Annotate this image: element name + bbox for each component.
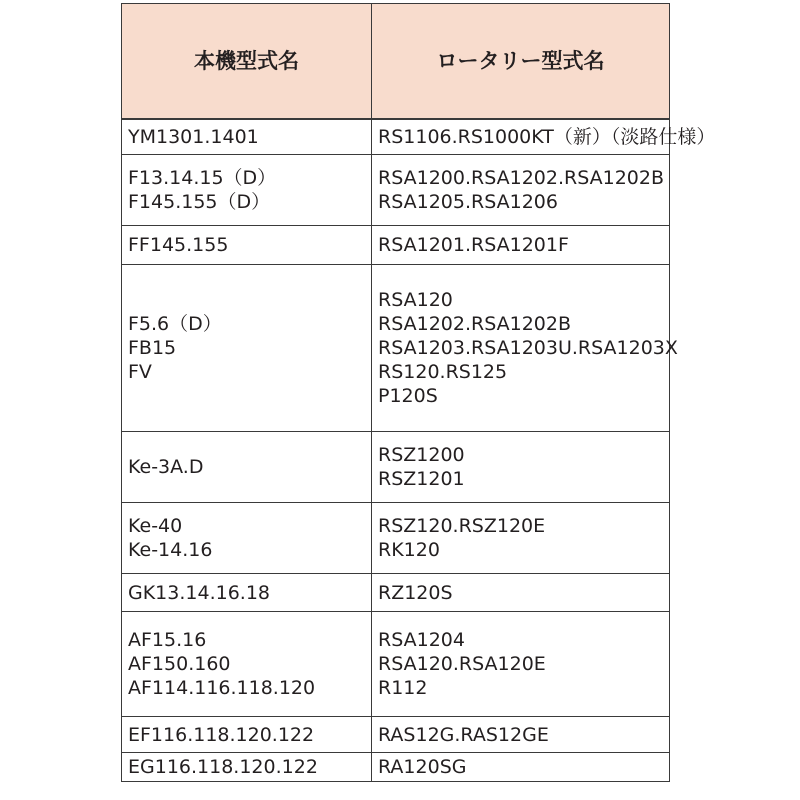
- model-line: EF116.118.120.122: [128, 723, 315, 746]
- rotary-cell: [372, 717, 670, 753]
- model-line: Ke-40: [128, 515, 183, 537]
- rotary-cell: [372, 503, 670, 574]
- model-cell: [122, 265, 372, 432]
- rotary-line: RSA120.RSA120E: [378, 653, 546, 675]
- model-line: EG116.118.120.122: [128, 756, 318, 778]
- model-line: FB15: [128, 337, 177, 359]
- rotary-cell: [372, 574, 670, 612]
- table-row: [122, 432, 670, 503]
- model-line: FV: [128, 361, 152, 383]
- model-line: GK13.14.16.18: [128, 581, 271, 604]
- model-line: F145.155（D）: [128, 191, 271, 213]
- table-row: [122, 265, 670, 432]
- rotary-cell: [372, 432, 670, 503]
- model-cell: [122, 717, 372, 753]
- table-row: [122, 226, 670, 265]
- model-cell: [122, 119, 372, 155]
- compatibility-table: [121, 3, 716, 782]
- header-rotary-model-name: ロータリー型式名: [372, 4, 670, 120]
- rotary-line: RSA1203.RSA1203U.RSA1203X: [378, 337, 678, 359]
- header-row: [122, 4, 670, 120]
- rotary-line: RSZ120.RSZ120E: [378, 515, 546, 537]
- header-model-name: 本機型式名: [122, 4, 372, 120]
- rotary-cell: [372, 226, 670, 265]
- rotary-line: RSZ1201: [378, 468, 465, 490]
- rotary-line: RSA120: [378, 289, 453, 311]
- rotary-line: RA120SG: [378, 756, 467, 778]
- rotary-line: P120S: [378, 385, 438, 407]
- table-row: [122, 612, 670, 717]
- table-row: [122, 753, 670, 782]
- rotary-cell: [372, 612, 670, 717]
- model-cell: [122, 574, 372, 612]
- rotary-line: RSA1200.RSA1202.RSA1202B: [378, 167, 665, 189]
- model-line: AF150.160: [128, 653, 231, 675]
- rotary-cell: [372, 265, 678, 432]
- table-row: [122, 574, 670, 612]
- model-line: Ke-14.16: [128, 539, 213, 561]
- model-line: Ke-3A.D: [128, 456, 204, 478]
- model-line: AF15.16: [128, 629, 207, 651]
- table-row: [122, 119, 670, 155]
- rotary-cell: [372, 119, 716, 155]
- rotary-line: RSZ1200: [378, 444, 465, 466]
- model-line: F13.14.15（D）: [128, 167, 277, 189]
- rotary-cell: [372, 155, 670, 226]
- model-cell: [122, 503, 372, 574]
- rotary-line: RK120: [378, 539, 440, 561]
- model-cell: [122, 612, 372, 717]
- rotary-line: RSA1202.RSA1202B: [378, 313, 572, 335]
- model-cell: [122, 155, 372, 226]
- table-row: [122, 717, 670, 753]
- model-cell: [122, 753, 372, 782]
- rotary-line: R112: [378, 677, 428, 699]
- rotary-line: RSA1204: [378, 629, 465, 651]
- rotary-line: RSA1201.RSA1201F: [378, 234, 569, 256]
- rotary-cell: [372, 753, 670, 782]
- rotary-line: RAS12G.RAS12GE: [378, 723, 549, 746]
- model-cell: [122, 432, 372, 503]
- table-row: [122, 155, 670, 226]
- rotary-line: RS1106.RS1000KT（新）（淡路仕様）: [378, 126, 716, 148]
- model-line: F5.6（D）: [128, 313, 222, 335]
- table-row: [122, 503, 670, 574]
- model-line: AF114.116.118.120: [128, 677, 316, 699]
- rotary-line: RS120.RS125: [378, 361, 508, 383]
- rotary-line: RZ120S: [378, 581, 453, 604]
- model-line: FF145.155: [128, 234, 229, 256]
- rotary-line: RSA1205.RSA1206: [378, 191, 558, 213]
- model-cell: [122, 226, 372, 265]
- model-line: YM1301.1401: [128, 126, 259, 148]
